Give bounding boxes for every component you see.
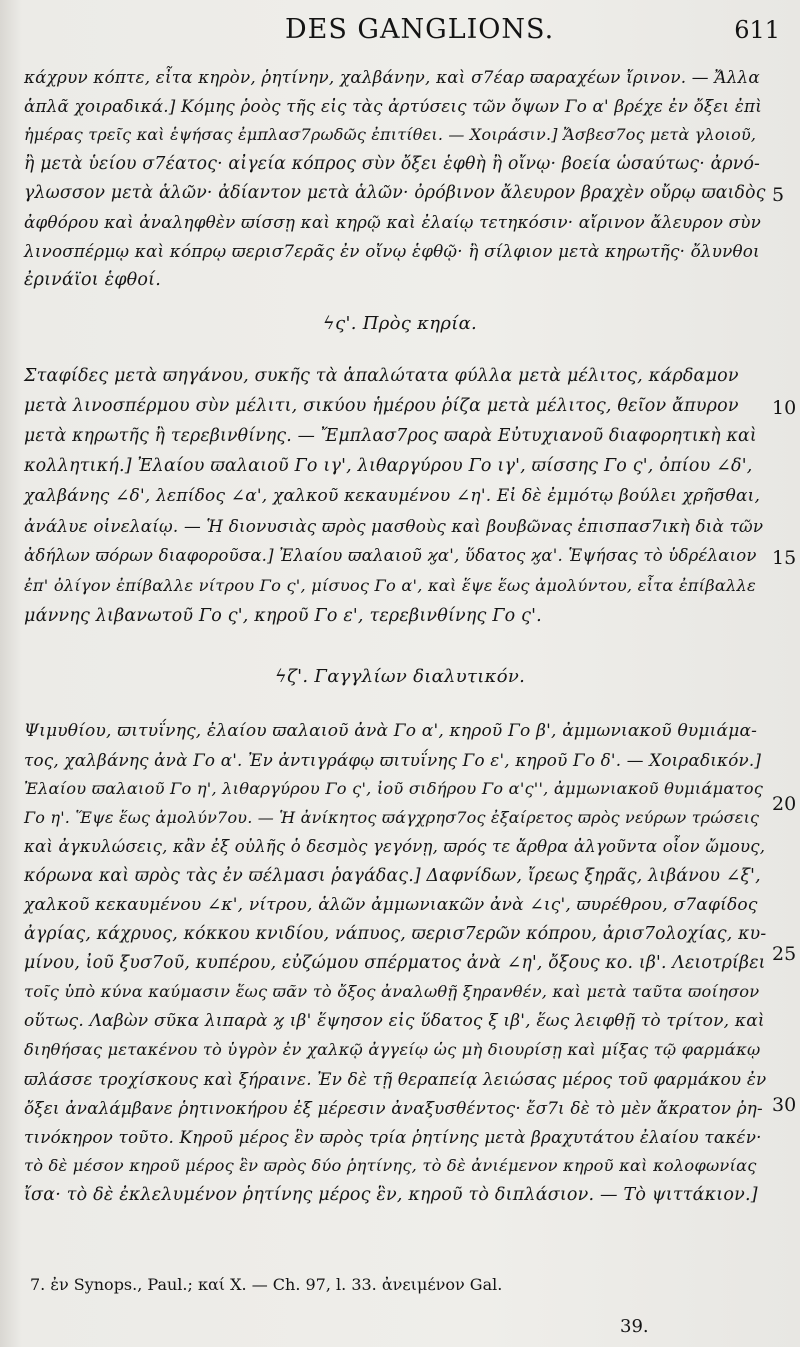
running-title: DES GANGLIONS.	[285, 14, 555, 45]
text-line: ἀνάλυε οἰνελαίῳ. — Ἡ διονυσιὰς ϖρὸς μασθοὺς καὶ βουβῶνας ἐπισπασ7ικὴ διὰ τῶν	[24, 516, 764, 536]
signature-mark: 39.	[620, 1316, 649, 1337]
section-heading: ϟζ'. Γαγγλίων διαλυτικόν.	[274, 666, 526, 687]
line-number: 15	[772, 547, 797, 569]
text-line: ἐρινάϊοι ἑφθοί.	[24, 270, 161, 290]
text-line: διηθήσας μετακένου τὸ ὑγρὸν ἐν χαλκῷ ἀγγείῳ ὡς μὴ διουρίσῃ καὶ μίξας τῷ φαρμάκῳ	[24, 1040, 761, 1059]
text-line: ὄξει ἀναλάμβανε ῥητινοκήρου ἐξ μέρεσιν ἀναξυσθέντος· ἔσ7ι δὲ τὸ μὲν ἄκρατον ῥη-	[24, 1098, 763, 1118]
section-heading: ϟς'. Πρὸς κηρία.	[322, 313, 478, 334]
page-number: 611	[734, 16, 780, 44]
text-line: γλωσσον μετὰ ἁλῶν· ἀδίαντον μετὰ ἁλῶν· ὀρόβινον ἄλευρον βραχὲν οὔρῳ ϖαιδὸς	[24, 183, 766, 203]
text-line: ϖλάσσε τροχίσκους καὶ ξήραινε. Ἐν δὲ τῇ θεραπείᾳ λειώσας μέρος τοῦ φαρμάκου ἐν	[24, 1069, 767, 1089]
text-line: Ἐλαίου ϖαλαιοῦ Γο η', λιθαργύρου Γο ς', ἰοῦ σιδήρου Γο α'ς'', ἀμμωνιακοῦ θυμιάματος	[24, 779, 764, 798]
text-line: ἢ μετὰ ὑείου σ7έατος· αἰγεία κόπρος σὺν ὄξει ἑφθὴ ἢ οἴνῳ· βοεία ὡσαύτως· ἀρνό-	[24, 154, 761, 174]
text-line: ἁπλᾶ χοιραδικά.] Κόμης ῥοὸς τῆς εἰς τὰς ἀρτύσεις τῶν ὄψων Γο α' βρέχε ἐν ὄξει ἐπὶ	[24, 96, 762, 116]
line-number: 10	[772, 397, 797, 419]
text-line: κάχρυν κόπτε, εἶτα κηρὸν, ῥητίνην, χαλβάνην, καὶ σ7έαρ ϖαραχέων ἴρινον. — Ἄλλα	[24, 67, 760, 87]
line-number: 5	[772, 184, 785, 206]
text-line: τος, χαλβάνης ἀνὰ Γο α'. Ἐν ἀντιγράφῳ ϖιτυΐνης Γο ε', κηροῦ Γο δ'. — Χοιραδικόν.]	[24, 750, 762, 770]
text-line: ἀδήλων ϖόρων διαφοροῦσα.] Ἐλαίου ϖαλαιοῦ ϗα', ὕδατος ϗα'. Ἑψήσας τὸ ὑδρέλαιον	[24, 546, 757, 565]
text-line: Γο η'. Ἕψε ἕως ἀμολύν7ου. — Ἡ ἀνίκητος ϖάγχρησ7ος ἐξαίρετος ϖρὸς νεύρων τρώσεις	[24, 808, 760, 827]
text-line: χαλβάνης ∠δ', λεπίδος ∠α', χαλκοῦ κεκαυμένου ∠η'. Εἰ δὲ ἐμμότῳ βούλει χρῆσθαι,	[24, 486, 761, 506]
text-line: ἐπ' ὀλίγον ἐπίβαλλε νίτρου Γο ς', μίσυος Γο α', καὶ ἕψε ἕως ἀμολύντου, εἶτα ἐπίβαλλε	[24, 576, 756, 595]
text-line: Σταφίδες μετὰ ϖηγάνου, συκῆς τὰ ἁπαλώτατα φύλλα μετὰ μέλιτος, κάρδαμον	[24, 366, 739, 386]
text-line: τὸ δὲ μέσον κηροῦ μέρος ἓν ϖρὸς δύο ῥητίνης, τὸ δὲ ἀνιέμενον κηροῦ καὶ κολοφωνίας	[24, 1156, 757, 1175]
text-line: Ψιμυθίου, ϖιτυΐνης, ἐλαίου ϖαλαιοῦ ἀνὰ Γο α', κηροῦ Γο β', ἀμμωνιακοῦ θυμιάμα-	[24, 721, 758, 741]
text-line: κόρωνα καὶ ϖρὸς τὰς ἐν ϖέλμασι ῥαγάδας.] Δαφνίδων, ἴρεως ξηρᾶς, λιβάνου ∠ξ',	[24, 866, 761, 886]
line-number: 20	[772, 793, 797, 815]
text-line: ἀγρίας, κάχρυος, κόκκου κνιδίου, νάπυος, ϖερισ7ερῶν κόπρου, ἀρισ7ολοχίας, κυ-	[24, 924, 767, 944]
footnote: 7. ἐν Synops., Paul.; καί X. — Ch. 97, l. 33. ἀνειμένον Gal.	[30, 1275, 503, 1294]
text-line: ἡμέρας τρεῖς καὶ ἑψήσας ἐμπλασ7ρωδῶς ἐπιτίθει. — Χοιράσιν.] Ἄσβεσ7ος μετὰ γλοιοῦ,	[24, 125, 757, 144]
text-line: κολλητική.] Ἐλαίου ϖαλαιοῦ Γο ιγ', λιθαργύρου Γο ιγ', ϖίσσης Γο ς', ὀπίου ∠δ',	[24, 456, 753, 476]
text-line: χαλκοῦ κεκαυμένου ∠κ', νίτρου, ἁλῶν ἀμμωνιακῶν ἀνὰ ∠ις', ϖυρέθρου, σ7αφίδος	[24, 895, 758, 915]
line-number: 30	[772, 1094, 797, 1116]
text-line: μετὰ κηρωτῆς ἢ τερεβινθίνης. — Ἔμπλασ7ρος ϖαρὰ Εὐτυχιανοῦ διαφορητικὴ καὶ	[24, 426, 757, 446]
text-line: μίνου, ἰοῦ ξυσ7οῦ, κυπέρου, εὐζώμου σπέρματος ἀνὰ ∠η', ὄξους κο. ιβ'. Λειοτρίβει	[24, 953, 766, 973]
text-line: οὕτως. Λαβὼν σῦκα λιπαρὰ ϗ ιβ' ἕψησον εἰς ὕδατος ξ ιβ', ἕως λειφθῇ τὸ τρίτον, καὶ	[24, 1011, 765, 1031]
line-number: 25	[772, 943, 797, 965]
text-line: μάννης λιβανωτοῦ Γο ς', κηροῦ Γο ε', τερεβινθίνης Γο ς'.	[24, 606, 542, 626]
page-header	[0, 14, 800, 48]
text-line: καὶ ἀγκυλώσεις, κἂν ἐξ οὐλῆς ὁ δεσμὸς γεγόνῃ, ϖρός τε ἄρθρα ἀλγοῦντα οἷον ὤμους,	[24, 837, 766, 856]
text-line: ἀφθόρου καὶ ἀναληφθὲν ϖίσσῃ καὶ κηρῷ καὶ ἐλαίῳ τετηκόσιν· αἴρινον ἄλευρον σὺν	[24, 212, 761, 232]
text-line: μετὰ λινοσπέρμου σὺν μέλιτι, σικύου ἡμέρου ῥίζα μετὰ μέλιτος, θεῖον ἄπυρον	[24, 396, 739, 416]
text-line: ἴσα· τὸ δὲ ἐκλελυμένον ῥητίνης μέρος ἓν, κηροῦ τὸ διπλάσιον. — Τὸ ψιττάκιον.]	[24, 1185, 758, 1205]
text-line: τινόκηρον τοῦτο. Κηροῦ μέρος ἓν ϖρὸς τρία ῥητίνης μετὰ βραχυτάτου ἐλαίου τακέν·	[24, 1127, 762, 1147]
text-line: λινοσπέρμῳ καὶ κόπρῳ ϖερισ7ερᾶς ἐν οἴνῳ ἑφθῷ· ἢ σίλφιον μετὰ κηρωτῆς· ὄλυνθοι	[24, 241, 760, 261]
text-line: τοῖς ὑπὸ κύνα καύμασιν ἕως ϖᾶν τὸ ὄξος ἀναλωθῇ ξηρανθέν, καὶ μετὰ ταῦτα ϖοίησον	[24, 982, 760, 1001]
